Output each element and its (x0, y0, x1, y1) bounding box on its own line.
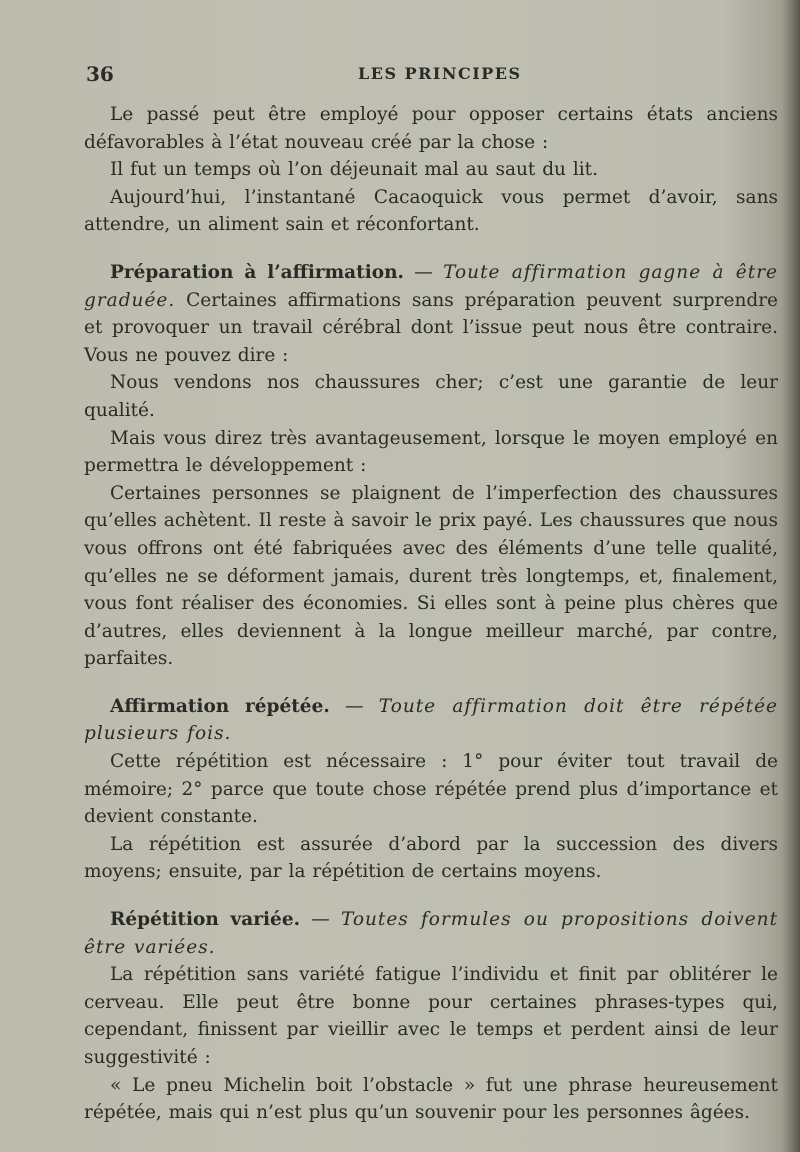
page-number: 36 (86, 62, 114, 86)
section-rule: Toute affirmation doit être répétée plusieurs fois. (84, 695, 778, 745)
section-preparation (84, 259, 778, 369)
page-header (86, 62, 776, 90)
paragraph: Le passé peut être employé pour opposer certains états anciens défavorables à l’état nouveau créé par la chose : (84, 104, 778, 153)
section-heading: Répétition variée. (110, 909, 301, 931)
heading-dash: — (300, 909, 341, 931)
section-repetition-variee (84, 906, 778, 961)
page-spine-shadow (782, 0, 800, 1152)
heading-dash: — (329, 695, 379, 717)
section-heading: Préparation à l’affirmation. (110, 261, 404, 283)
section-lead-text: Certaines affirmations sans préparation peuvent surprendre et provoquer un travail cérébral dont l’issue peut nous être contraire. Vous ne pouvez dire : (84, 289, 778, 366)
paragraph: Il fut un temps où l’on déjeunait mal au saut du lit. (110, 159, 598, 181)
running-title: LES PRINCIPES (358, 64, 522, 83)
paragraph: La répétition est assurée d’abord par la succession des divers moyens; ensuite, par la répétition de certains moyens. (84, 833, 778, 883)
paragraph: Cette répétition est nécessaire : 1° pour éviter tout travail de mémoire; 2° parce que toute chose répétée prend plus d’importance et devient constante. (84, 751, 778, 828)
section-rule: Toute affirmation gagne à être graduée. (84, 261, 778, 311)
heading-dash: — (403, 261, 444, 283)
section-rule: Toutes formules ou propositions doivent être variées. (84, 909, 778, 958)
section-repetition (84, 693, 778, 748)
paragraph: La répétition sans variété fatigue l’individu et finit par oblitérer le cerveau. Elle peut être bonne pour certaines phrases-types qui, cependant, finissent par vieillir avec le temps et perdent ainsi de leur suggestivité : (84, 964, 778, 1068)
section-heading: Affirmation répétée. (110, 695, 330, 717)
page-body (84, 101, 778, 1127)
paragraph: Aujourd’hui, l’instantané Cacaoquick vous permet d’avoir, sans attendre, un aliment sain et réconfortant. (84, 186, 778, 236)
paragraph: Certaines personnes se plaignent de l’imperfection des chaussures qu’elles achètent. Il reste à savoir le prix payé. Les chaussures que nous vous offrons ont été fabriquées avec des éléments d’une telle qualité, qu’elles ne se déforment jamais, durent très longtemps, et, finalement, vous font réaliser des économies. Si elles sont à peine plus chères que d’autres, elles deviennent à la longue meilleur marché, par contre, parfaites. (84, 482, 778, 670)
paragraph: Mais vous direz très avantageusement, lorsque le moyen employé en permettra le développement : (84, 427, 778, 477)
paragraph: Nous vendons nos chaussures cher; c’est une garantie de leur qualité. (84, 372, 778, 421)
paragraph: « Le pneu Michelin boit l’obstacle » fut une phrase heureusement répétée, mais qui n’est plus qu’un souvenir pour les personnes âgées. (84, 1074, 778, 1124)
